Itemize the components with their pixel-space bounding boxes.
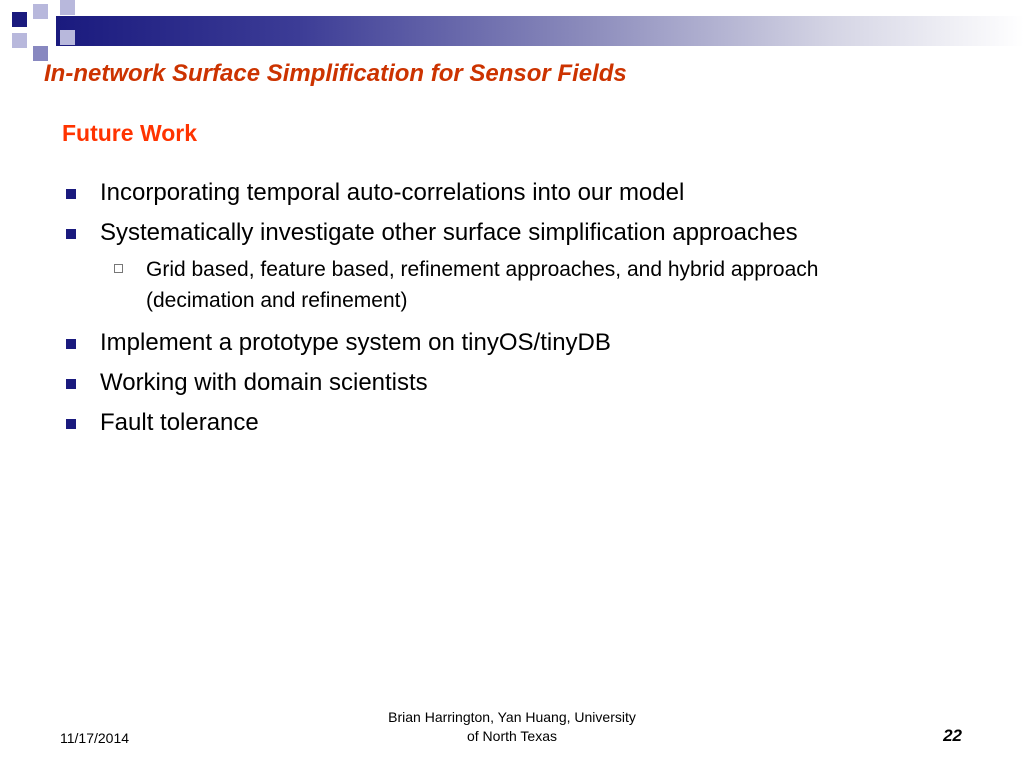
bullet-text: Implement a prototype system on tinyOS/tinyDB [100,329,611,356]
footer-authors [340,708,684,746]
header-square-decoration [12,12,27,27]
footer-authors-line: Brian Harrington, Yan Huang, University [388,709,636,725]
bullet-list [62,176,962,446]
header-square-decoration [33,46,48,61]
square-bullet-icon [66,339,76,349]
page-number: 22 [943,726,962,745]
square-bullet-icon [66,419,76,429]
header-square-decoration [60,30,75,45]
footer-date: 11/17/2014 [60,730,130,746]
header-square-decoration [60,0,75,15]
header-square-decoration [12,33,27,48]
bullet-text: Incorporating temporal auto-correlations into our model [100,179,685,206]
bullet-text: Working with domain scientists [100,369,428,396]
bullet-item [62,366,962,400]
bullet-item [62,326,962,360]
bullet-text: Fault tolerance [100,409,259,436]
bullet-item [62,216,840,250]
sub-bullet-item [62,254,886,316]
bullet-item [62,176,962,210]
slide-title: In-network Surface Simplification for Sensor Fields [44,60,627,87]
sub-bullet-text: Grid based, feature based, refinement approaches, and hybrid approach (decimation and refinement) [146,258,819,312]
square-bullet-icon [66,229,76,239]
square-bullet-icon [66,379,76,389]
bullet-item [62,406,962,440]
header-square-decoration [33,4,48,19]
header-gradient-bar [56,16,1024,46]
slide-subtitle: Future Work [62,120,198,146]
bullet-text: Systematically investigate other surface simplification approaches [100,219,798,246]
hollow-square-bullet-icon [114,264,123,273]
square-bullet-icon [66,189,76,199]
footer-authors-line: of North Texas [466,728,557,744]
